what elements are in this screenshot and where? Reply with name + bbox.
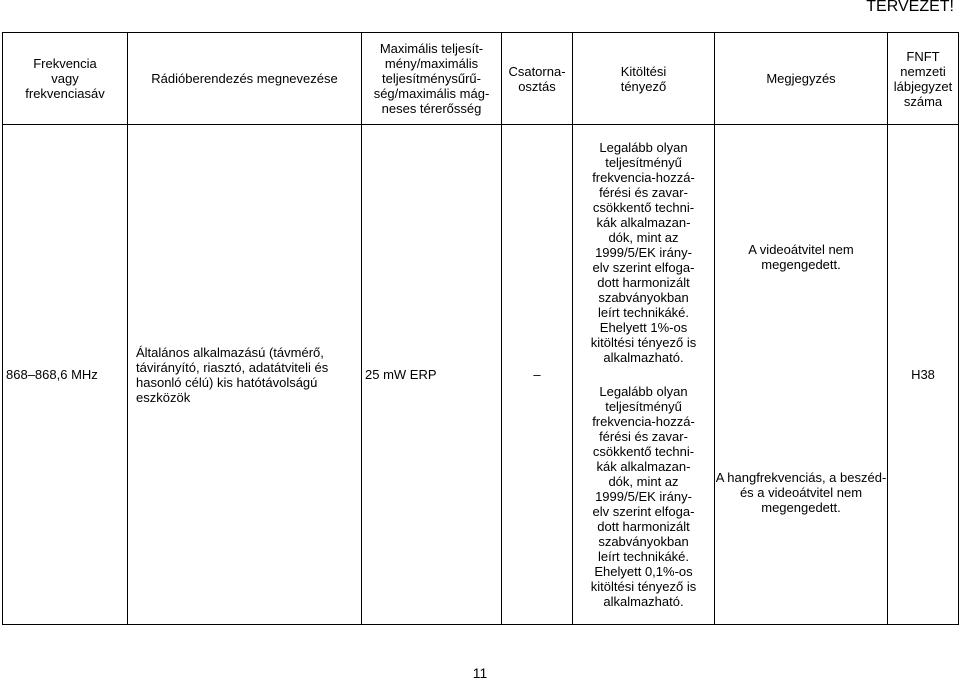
table-header-row bbox=[3, 33, 959, 125]
header-channel bbox=[502, 33, 573, 125]
cell-footnote: H38 bbox=[888, 125, 959, 625]
duty-cycle-text-2: Legalább olyan teljesítményű frekvencia-hozzá- férési és zavar- csökkentő techni- kák alkalmazan- dók, mint az 1999/5/EK irány- elv szerint elfoga- dott harmonizált szabványokban leírt technikáké. Ehelyett 0,1%-os kitöltési tényező is alkalmazható. bbox=[590, 384, 697, 609]
cell-power: 25 mW ERP bbox=[362, 125, 502, 625]
header-frequency-label: Frekvencia vagy frekvenciasáv bbox=[25, 56, 105, 101]
cell-frequency: 868–868,6 MHz bbox=[3, 125, 128, 625]
cell-device: Általános alkalmazású (távmérő, távirányító, riasztó, adatátviteli és hasonló célú) kis hatótávolságú eszközök bbox=[128, 125, 362, 625]
header-footnote-label: FNFT nemzeti lábjegyzet száma bbox=[893, 48, 953, 109]
draft-label: TERVEZET! bbox=[866, 0, 954, 15]
note-bottom bbox=[715, 375, 887, 610]
cell-note bbox=[715, 125, 888, 625]
cell-channel: – bbox=[502, 125, 573, 625]
duty-cycle-text-1: Legalább olyan teljesítményű frekvencia-hozzá- férési és zavar- csökkentő techni- kák alkalmazan- dók, mint az 1999/5/EK irány- elv szerint elfoga- dott harmonizált szabványokban leírt technikáké. Ehelyett 1%-os kitöltési tényező is alkalmazható. bbox=[590, 140, 697, 365]
header-power-label: Maximális teljesít- mény/maximális teljesítménysűrű- ség/maximális mág- neses térerősség bbox=[373, 41, 490, 116]
cell-duty-cycle bbox=[573, 125, 715, 625]
note-text-1: A videoátvitel nem megengedett. bbox=[748, 242, 854, 272]
header-frequency bbox=[3, 33, 128, 125]
header-device-label: Rádióberendezés megnevezése bbox=[151, 71, 338, 86]
header-duty-cycle bbox=[573, 33, 715, 125]
header-footnote bbox=[888, 33, 959, 125]
header-note bbox=[715, 33, 888, 125]
header-channel-label: Csatorna- osztás bbox=[508, 63, 566, 94]
page-number: 11 bbox=[472, 665, 488, 681]
note-text-2: A hangfrekvenciás, a beszéd- és a videoátvitel nem megengedett. bbox=[715, 469, 887, 515]
header-note-label: Megjegyzés bbox=[766, 71, 836, 86]
table-row bbox=[3, 125, 959, 625]
note-split bbox=[715, 140, 887, 610]
note-top bbox=[715, 140, 887, 375]
header-device bbox=[128, 33, 362, 125]
header-duty-cycle-label: Kitöltési tényező bbox=[620, 63, 667, 94]
header-power bbox=[362, 33, 502, 125]
frequency-table bbox=[2, 32, 959, 625]
